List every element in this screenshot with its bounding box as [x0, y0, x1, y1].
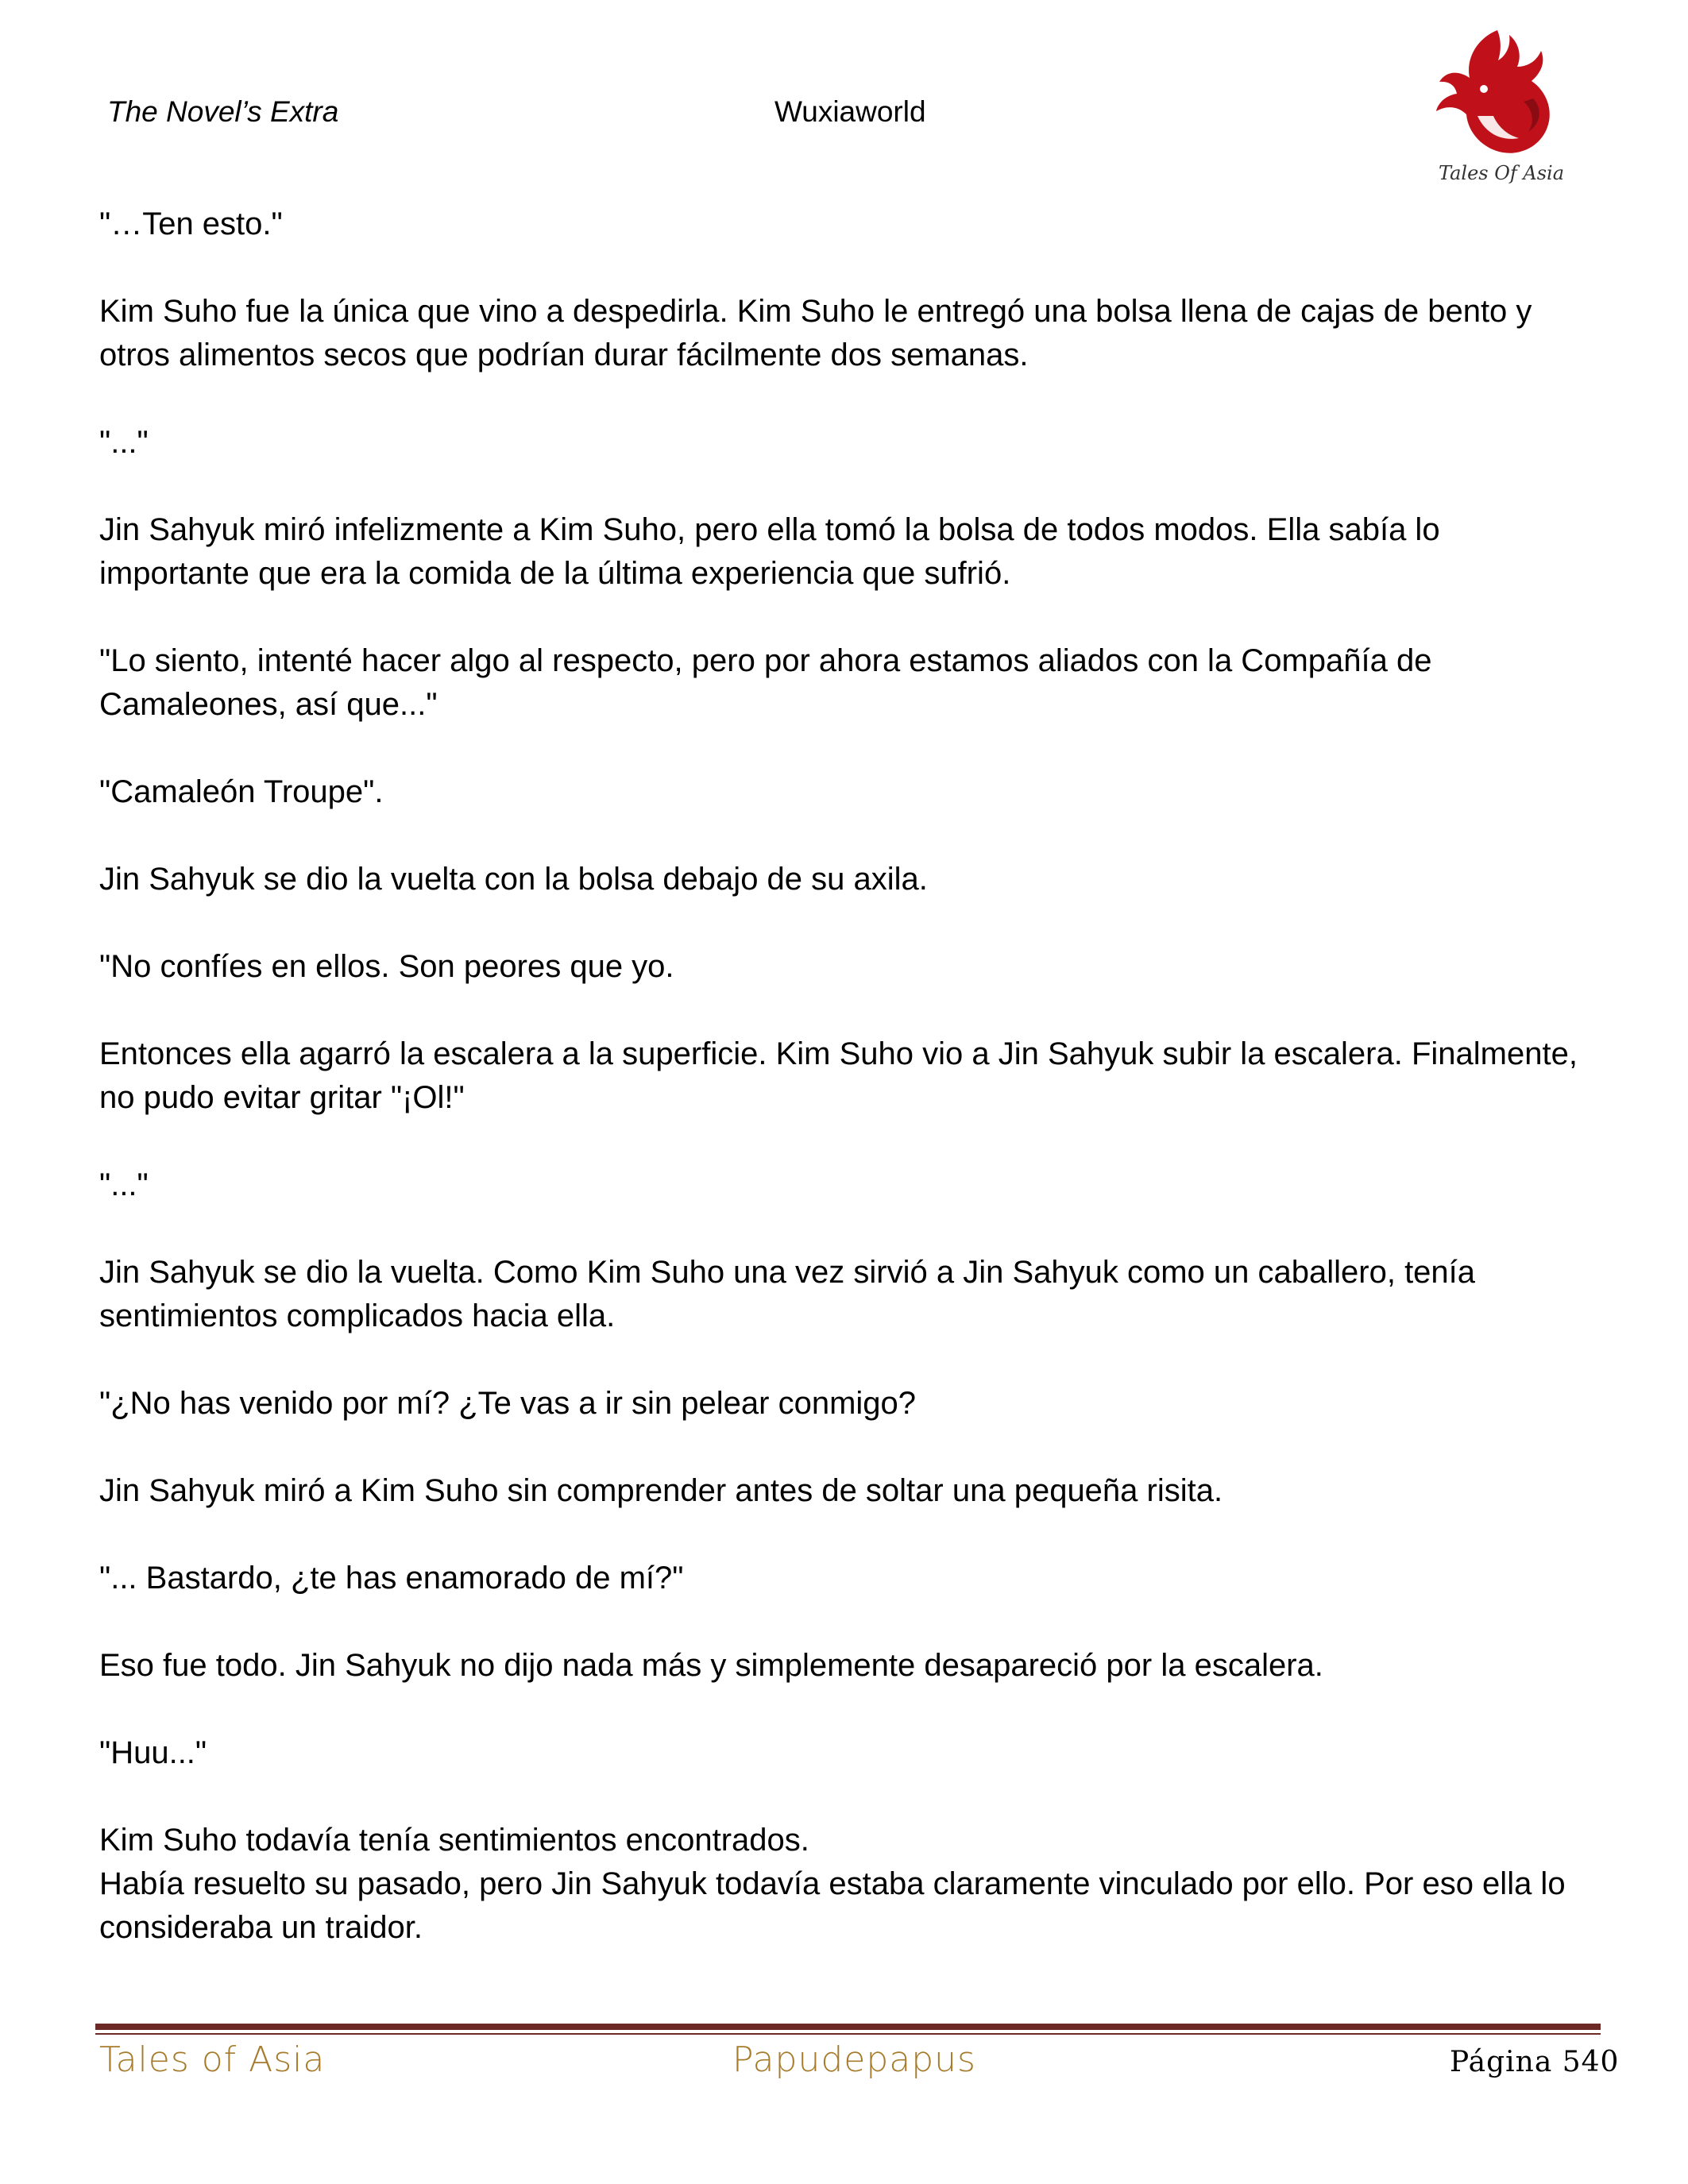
footer-translator: Papudepapus	[732, 2039, 976, 2080]
paragraph: "..."	[99, 425, 149, 460]
footer-rule-thin	[95, 2033, 1601, 2035]
paragraph: "Huu..."	[99, 1735, 207, 1770]
paragraph: Jin Sahyuk se dio la vuelta con la bolsa debajo de su axila.	[99, 862, 928, 897]
footer-rule	[95, 2024, 1601, 2030]
paragraph: Kim Suho fue la única que vino a despedirla. Kim Suho le entregó una bolsa llena de cajas de bento y otros alimentos secos que podrían durar fácilmente dos semanas.	[99, 294, 1532, 372]
paragraph: "... Bastardo, ¿te has enamorado de mí?"	[99, 1561, 684, 1596]
tales-of-asia-logo	[1422, 22, 1581, 189]
paragraph: Jin Sahyuk miró infelizmente a Kim Suho, pero ella tomó la bolsa de todos modos. Ella sabía lo importante que era la comida de la última experiencia que sufrió.	[99, 512, 1440, 591]
logo-text: Tales Of Asia	[1438, 162, 1565, 184]
header-source: Wuxiaworld	[774, 95, 926, 128]
dragon-icon	[1422, 22, 1581, 189]
paragraph: "¿No has venido por mí? ¿Te vas a ir sin pelear conmigo?	[99, 1386, 917, 1421]
paragraph: Eso fue todo. Jin Sahyuk no dijo nada más y simplemente desapareció por la escalera.	[99, 1648, 1323, 1683]
paragraph: Jin Sahyuk se dio la vuelta. Como Kim Suho una vez sirvió a Jin Sahyuk como un caballero, tenía sentimientos complicados hacia ella.	[99, 1255, 1476, 1333]
header-book-title: The Novel’s Extra	[107, 95, 339, 128]
paragraph-line: Había resuelto su pasado, pero Jin Sahyuk todavía estaba claramente vinculado por ello. Por eso ella lo consideraba un traidor.	[99, 1866, 1566, 1945]
paragraph-line: Kim Suho todavía tenía sentimientos encontrados.	[99, 1823, 809, 1858]
paragraph: "Camaleón Troupe".	[99, 774, 384, 809]
final-paragraph	[99, 1819, 1585, 1950]
paragraph: "..."	[99, 1167, 149, 1202]
footer-group-name: Tales of Asia	[99, 2039, 326, 2080]
paragraph: Jin Sahyuk miró a Kim Suho sin comprender antes de soltar una pequeña risita.	[99, 1473, 1223, 1508]
paragraph: "No confíes en ellos. Son peores que yo.	[99, 949, 674, 984]
paragraph: "…Ten esto."	[99, 206, 283, 241]
chapter-text	[99, 203, 1585, 1950]
page-number: Página 540	[1450, 2046, 1620, 2078]
paragraph: Entonces ella agarró la escalera a la superficie. Kim Suho vio a Jin Sahyuk subir la escalera. Finalmente, no pudo evitar gritar "¡Ol!"	[99, 1036, 1578, 1115]
paragraph: "Lo siento, intenté hacer algo al respecto, pero por ahora estamos aliados con la Compañía de Camaleones, así que..."	[99, 643, 1432, 722]
